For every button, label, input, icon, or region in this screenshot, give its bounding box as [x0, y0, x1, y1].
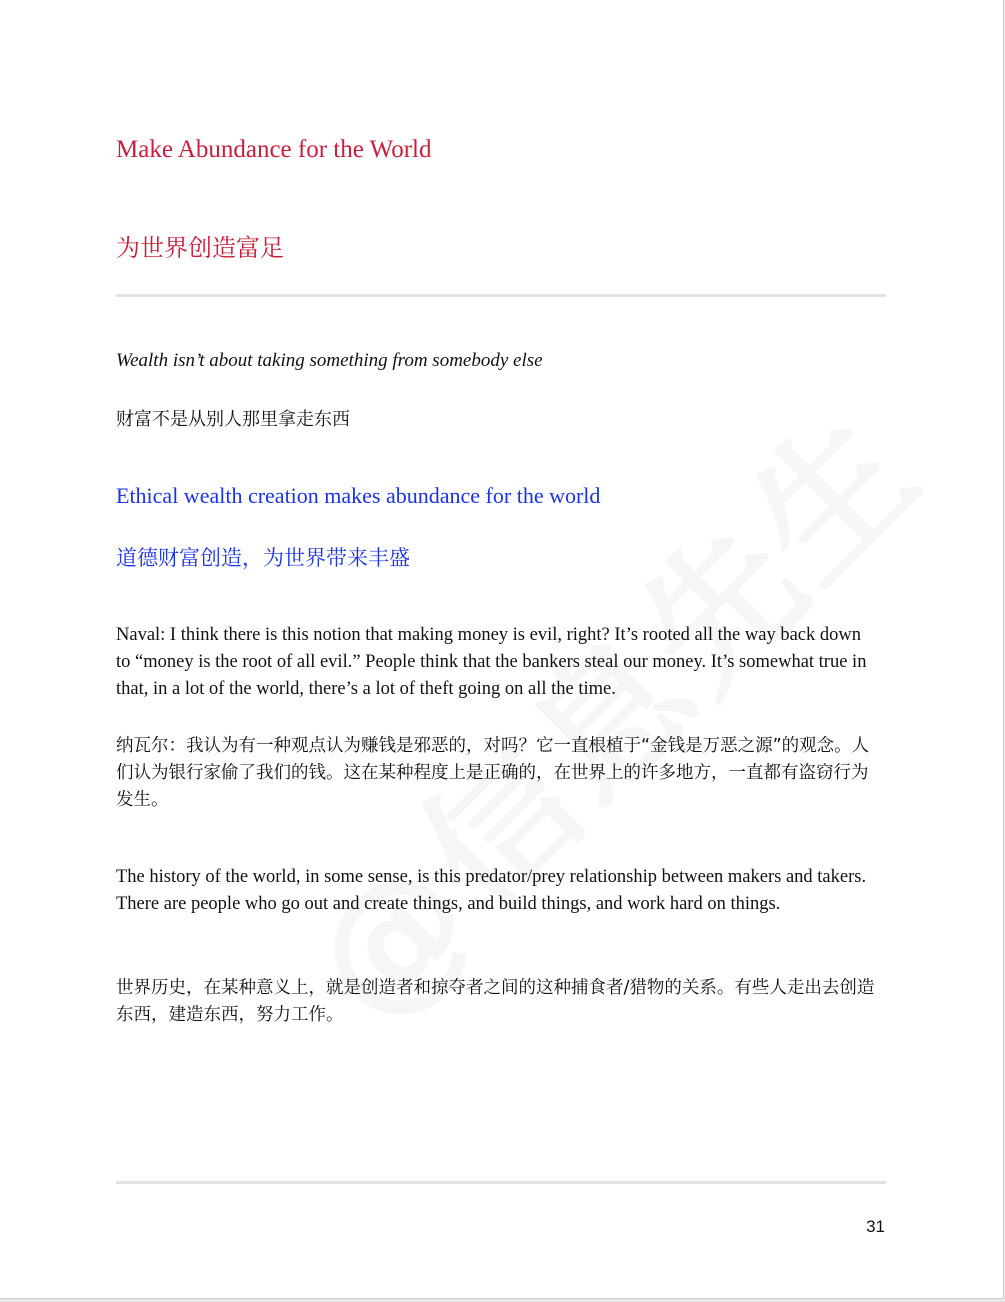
- bottom-divider: [116, 1181, 886, 1184]
- paragraph-2-zh: 世界历史，在某种意义上，就是创造者和掠夺者之间的这种捕食者/猎物的关系。有些人走出去创造东西，建造东西，努力工作。: [116, 978, 875, 1025]
- page-number: 31: [866, 1217, 885, 1236]
- subtitle-zh: 道德财富创造，为世界带来丰盛: [116, 546, 410, 570]
- quote-zh: 财富不是从别人那里拿走东西: [116, 409, 350, 430]
- paragraph-2-en: The history of the world, in some sense, is this predator/prey relationship between makers and takers. There are people who go out and create things, and build things, and work hard on things.: [116, 867, 867, 914]
- page-title-zh: 为世界创造富足: [116, 234, 284, 262]
- quote-en: Wealth isn’t about taking something from somebody else: [116, 350, 543, 371]
- top-divider: [116, 294, 886, 297]
- watermark: [253, 356, 957, 1060]
- paragraph-1-zh: 纳瓦尔：我认为有一种观点认为赚钱是邪恶的，对吗？它一直根植于“金钱是万恶之源”的观念。人们认为银行家偷了我们的钱。这在某种程度上是正确的，在世界上的许多地方，一直都有盗窃行为发生。: [116, 736, 870, 810]
- subtitle-en: Ethical wealth creation makes abundance for the world: [116, 483, 601, 508]
- page-title-en: Make Abundance for the World: [116, 136, 432, 163]
- paragraph-1-en: Naval: I think there is this notion that making money is evil, right? It’s rooted all the way back down to “money is the root of all evil.” People think that the bankers steal our money. It’s somewhat true in that, in a lot of the world, there’s a lot of theft going on all the time.: [116, 625, 867, 699]
